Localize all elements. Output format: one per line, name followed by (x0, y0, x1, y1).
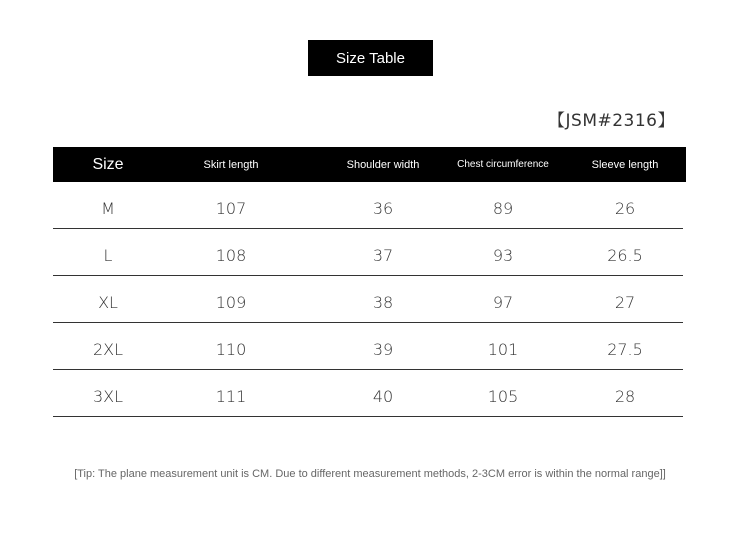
table-row (53, 323, 683, 370)
cell-sleeve-length: 27 (614, 292, 636, 312)
cell-chest-circumference: 101 (487, 339, 519, 359)
cell-shoulder-width: 37 (372, 245, 394, 265)
cell-size: 3XL (92, 386, 124, 406)
cell-shoulder-width: 40 (372, 386, 394, 406)
size-table-title: Size Table (308, 40, 433, 76)
cell-sleeve-length: 26.5 (607, 245, 643, 265)
cell-shoulder-width: 36 (372, 198, 394, 218)
cell-sleeve-length: 27.5 (607, 339, 643, 359)
table-row (53, 370, 683, 417)
cell-chest-circumference: 93 (492, 245, 514, 265)
measurement-tip: [Tip: The plane measurement unit is CM. Due to different measurement methods, 2-3CM error is within the normal range]] (74, 468, 666, 480)
header-shoulder-width: Shoulder width (346, 158, 420, 171)
cell-skirt-length: 108 (215, 245, 247, 265)
table-row (53, 229, 683, 276)
cell-size: 2XL (92, 339, 124, 359)
cell-sleeve-length: 26 (614, 198, 636, 218)
cell-sleeve-length: 28 (614, 386, 636, 406)
cell-shoulder-width: 39 (372, 339, 394, 359)
cell-size: M (101, 198, 115, 218)
size-table (53, 147, 686, 417)
cell-chest-circumference: 105 (487, 386, 519, 406)
cell-chest-circumference: 89 (492, 198, 514, 218)
table-header (53, 147, 686, 182)
header-skirt-length: Skirt length (203, 158, 259, 171)
header-chest-circumference: Chest circumference (457, 159, 549, 170)
cell-chest-circumference: 97 (492, 292, 514, 312)
cell-skirt-length: 111 (215, 386, 247, 406)
cell-skirt-length: 110 (215, 339, 247, 359)
product-code: 【JSM#2316】 (548, 111, 675, 131)
table-row (53, 276, 683, 323)
cell-size: L (103, 245, 113, 265)
header-sleeve-length: Sleeve length (591, 158, 659, 171)
cell-shoulder-width: 38 (372, 292, 394, 312)
cell-skirt-length: 109 (215, 292, 247, 312)
cell-size: XL (98, 292, 118, 312)
table-row (53, 182, 683, 229)
header-size: Size (92, 155, 124, 173)
cell-skirt-length: 107 (215, 198, 247, 218)
